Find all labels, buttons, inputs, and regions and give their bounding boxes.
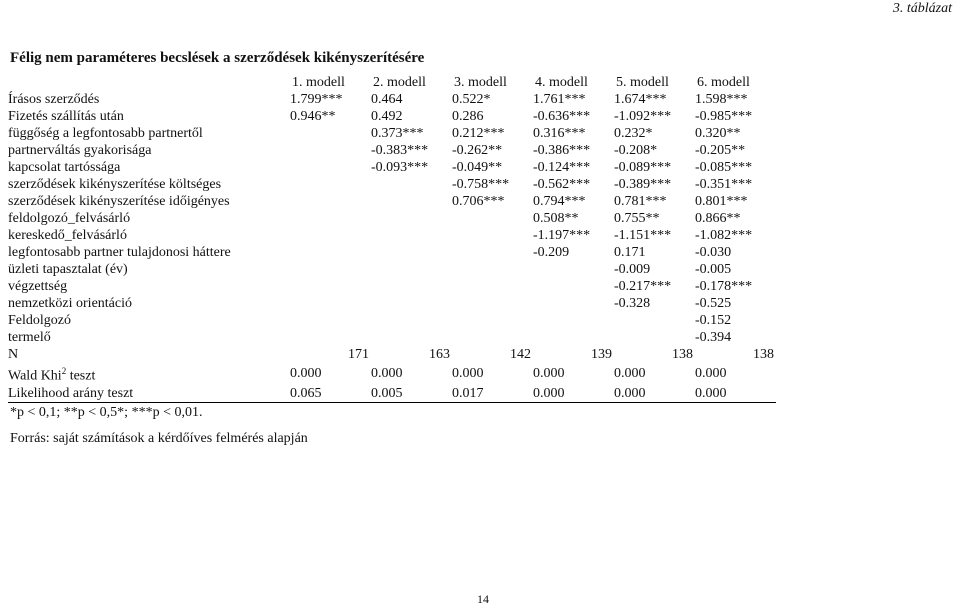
- test-statistics: [8, 346, 776, 402]
- row-label: szerződések kikényszerítése időigényes: [8, 194, 230, 209]
- row-label: feldolgozó_felvásárló: [8, 211, 131, 226]
- header-corner: [8, 74, 290, 91]
- row-label: függőség a legfontosabb partnertől: [8, 126, 203, 141]
- page-number: 14: [477, 592, 489, 606]
- cell-value: [371, 295, 452, 312]
- table-row: [8, 176, 776, 193]
- table-caption: 3. táblázat: [892, 1, 952, 16]
- table-row: [8, 227, 776, 244]
- table-row: [8, 91, 776, 108]
- cell-value: -0.262**: [452, 143, 503, 158]
- cell-value: -0.525: [695, 296, 732, 311]
- cell-value: 0.320**: [695, 126, 741, 141]
- cell-value: 0.781***: [614, 194, 667, 209]
- cell-value: -0.049**: [452, 160, 503, 175]
- table-row-likelihood: [8, 385, 776, 403]
- cell-value: [290, 278, 371, 295]
- row-label-tail: teszt: [66, 368, 96, 384]
- cell-value: [614, 312, 695, 329]
- cell-value: 0.000: [614, 366, 646, 382]
- cell-value: 171: [348, 347, 369, 362]
- column-header-model-5: 5. modell: [616, 75, 669, 90]
- cell-value: [533, 295, 614, 312]
- cell-value: 0.801***: [695, 194, 748, 209]
- cell-value: -0.178***: [695, 279, 753, 294]
- cell-value: 0.522*: [452, 92, 491, 107]
- cell-value: 0.017: [452, 385, 533, 403]
- cell-value: -0.124***: [533, 160, 591, 175]
- cell-value: 0.000: [452, 366, 484, 382]
- cell-value: -0.389***: [614, 177, 672, 192]
- column-header-model-3: 3. modell: [454, 75, 507, 90]
- table-row: [8, 193, 776, 210]
- cell-value: [533, 278, 614, 295]
- header-row: [8, 74, 776, 91]
- column-header-model-1: 1. modell: [292, 75, 345, 90]
- row-label: termelő: [8, 330, 51, 345]
- cell-value: 1.598***: [695, 92, 748, 107]
- cell-value: [452, 295, 533, 312]
- cell-value: -1.082***: [695, 228, 753, 243]
- cell-value: [371, 244, 452, 261]
- cell-value: 0.286: [452, 109, 484, 124]
- cell-value: 142: [510, 347, 531, 362]
- cell-value: [371, 210, 452, 227]
- cell-value: [452, 278, 533, 295]
- cell-value: -0.209: [533, 245, 570, 260]
- cell-value: [452, 227, 533, 244]
- table-row: [8, 261, 776, 278]
- cell-value: 0.000: [614, 385, 695, 403]
- cell-value: -1.197***: [533, 228, 591, 243]
- table-row: [8, 278, 776, 295]
- cell-value: 0.755**: [614, 211, 660, 226]
- cell-value: [371, 329, 452, 346]
- cell-value: [533, 261, 614, 278]
- cell-value: [290, 125, 371, 142]
- table-row: [8, 329, 776, 346]
- cell-value: [371, 278, 452, 295]
- table-row: [8, 295, 776, 312]
- cell-value: -0.636***: [533, 109, 591, 124]
- cell-value: 0.000: [371, 366, 403, 382]
- cell-value: 0.005: [371, 385, 452, 403]
- cell-value: -0.351***: [695, 177, 753, 192]
- row-label: Fizetés szállítás után: [8, 109, 124, 124]
- cell-value: [371, 193, 452, 210]
- cell-value: 138: [753, 347, 774, 362]
- cell-value: 0.464: [371, 92, 403, 107]
- column-header-model-6: 6. modell: [697, 75, 750, 90]
- cell-value: [452, 329, 533, 346]
- table-row: [8, 312, 776, 329]
- cell-value: [290, 312, 371, 329]
- cell-value: 0.000: [533, 366, 565, 382]
- table-title: Félig nem paraméteres becslések a szerződések kikényszerítésére: [10, 50, 425, 66]
- column-header-model-2: 2. modell: [373, 75, 426, 90]
- row-label: [8, 363, 290, 385]
- table-row: [8, 142, 776, 159]
- cell-value: 0.000: [695, 366, 727, 382]
- cell-value: 0.212***: [452, 126, 505, 141]
- cell-value: 0.171: [614, 245, 646, 260]
- cell-value: [371, 176, 452, 193]
- table-row-n: [8, 346, 776, 363]
- cell-value: -0.085***: [695, 160, 753, 175]
- results-table: [8, 74, 776, 403]
- row-label-main: Wald Khi: [8, 368, 62, 384]
- cell-value: [452, 312, 533, 329]
- cell-value: [371, 261, 452, 278]
- row-label: legfontosabb partner tulajdonosi háttere: [8, 245, 231, 260]
- cell-value: 139: [591, 347, 612, 362]
- cell-value: -0.328: [614, 296, 651, 311]
- cell-value: 0.316***: [533, 126, 586, 141]
- row-label: N: [8, 347, 19, 362]
- cell-value: 0.706***: [452, 194, 505, 209]
- cell-value: 0.000: [533, 385, 614, 403]
- cell-value: [290, 329, 371, 346]
- cell-value: 0.794***: [533, 194, 586, 209]
- cell-value: [290, 227, 371, 244]
- cell-value: -0.985***: [695, 109, 753, 124]
- cell-value: -0.152: [695, 313, 732, 328]
- row-label: Feldolgozó: [8, 313, 71, 328]
- cell-value: -1.151***: [614, 228, 672, 243]
- table-row: [8, 244, 776, 261]
- cell-value: [290, 210, 371, 227]
- row-label: végzettség: [8, 279, 68, 294]
- cell-value: [371, 312, 452, 329]
- cell-value: -0.383***: [371, 143, 429, 158]
- cell-value: 0.000: [695, 385, 776, 403]
- source-note: Forrás: saját számítások a kérdőíves felmérés alapján: [10, 431, 308, 446]
- cell-value: -0.089***: [614, 160, 672, 175]
- cell-value: [290, 295, 371, 312]
- cell-value: 163: [429, 347, 450, 362]
- table-row: [8, 159, 776, 176]
- row-label: kereskedő_felvásárló: [8, 228, 127, 243]
- row-label: partnerváltás gyakorisága: [8, 143, 152, 158]
- cell-value: 1.799***: [290, 92, 343, 107]
- column-header-model-4: 4. modell: [535, 75, 588, 90]
- table-row: [8, 108, 776, 125]
- cell-value: -1.092***: [614, 109, 672, 124]
- cell-value: [452, 261, 533, 278]
- cell-value: 0.232*: [614, 126, 653, 141]
- cell-value: [452, 210, 533, 227]
- cell-value: 0.866**: [695, 211, 741, 226]
- row-label: kapcsolat tartóssága: [8, 160, 121, 175]
- cell-value: 0.000: [290, 366, 322, 382]
- cell-value: [533, 329, 614, 346]
- row-label: nemzetközi orientáció: [8, 296, 132, 311]
- coefficient-rows: [8, 91, 776, 346]
- cell-value: [290, 261, 371, 278]
- cell-value: -0.208*: [614, 143, 658, 158]
- cell-value: -0.386***: [533, 143, 591, 158]
- cell-value: 0.508**: [533, 211, 579, 226]
- table-row: [8, 125, 776, 142]
- row-label: üzleti tapasztalat (év): [8, 262, 128, 277]
- significance-footnote: *p < 0,1; **p < 0,5*; ***p < 0,01.: [10, 405, 203, 420]
- table-row: [8, 210, 776, 227]
- row-label: Likelihood arány teszt: [8, 385, 290, 403]
- cell-value: -0.217***: [614, 279, 672, 294]
- cell-value: [290, 193, 371, 210]
- row-label: szerződések kikényszerítése költséges: [8, 177, 222, 192]
- cell-value: -0.093***: [371, 160, 429, 175]
- cell-value: [371, 227, 452, 244]
- cell-value: [290, 159, 371, 176]
- cell-value: [290, 142, 371, 159]
- cell-value: -0.394: [695, 330, 732, 345]
- cell-value: -0.205**: [695, 143, 746, 158]
- cell-value: 0.946**: [290, 109, 336, 124]
- cell-value: [614, 329, 695, 346]
- cell-value: -0.562***: [533, 177, 591, 192]
- row-label-superscript: 2: [61, 366, 67, 376]
- cell-value: 0.492: [371, 109, 403, 124]
- cell-value: [452, 244, 533, 261]
- cell-value: 138: [672, 347, 693, 362]
- cell-value: 0.065: [290, 385, 371, 403]
- cell-value: [290, 176, 371, 193]
- table-row-wald: [8, 363, 776, 385]
- cell-value: [290, 244, 371, 261]
- cell-value: 1.674***: [614, 92, 667, 107]
- cell-value: [533, 312, 614, 329]
- cell-value: 1.761***: [533, 92, 586, 107]
- cell-value: -0.005: [695, 262, 732, 277]
- cell-value: 0.373***: [371, 126, 424, 141]
- cell-value: -0.009: [614, 262, 651, 277]
- cell-value: -0.758***: [452, 177, 510, 192]
- cell-value: -0.030: [695, 245, 732, 260]
- row-label: Írásos szerződés: [8, 92, 100, 107]
